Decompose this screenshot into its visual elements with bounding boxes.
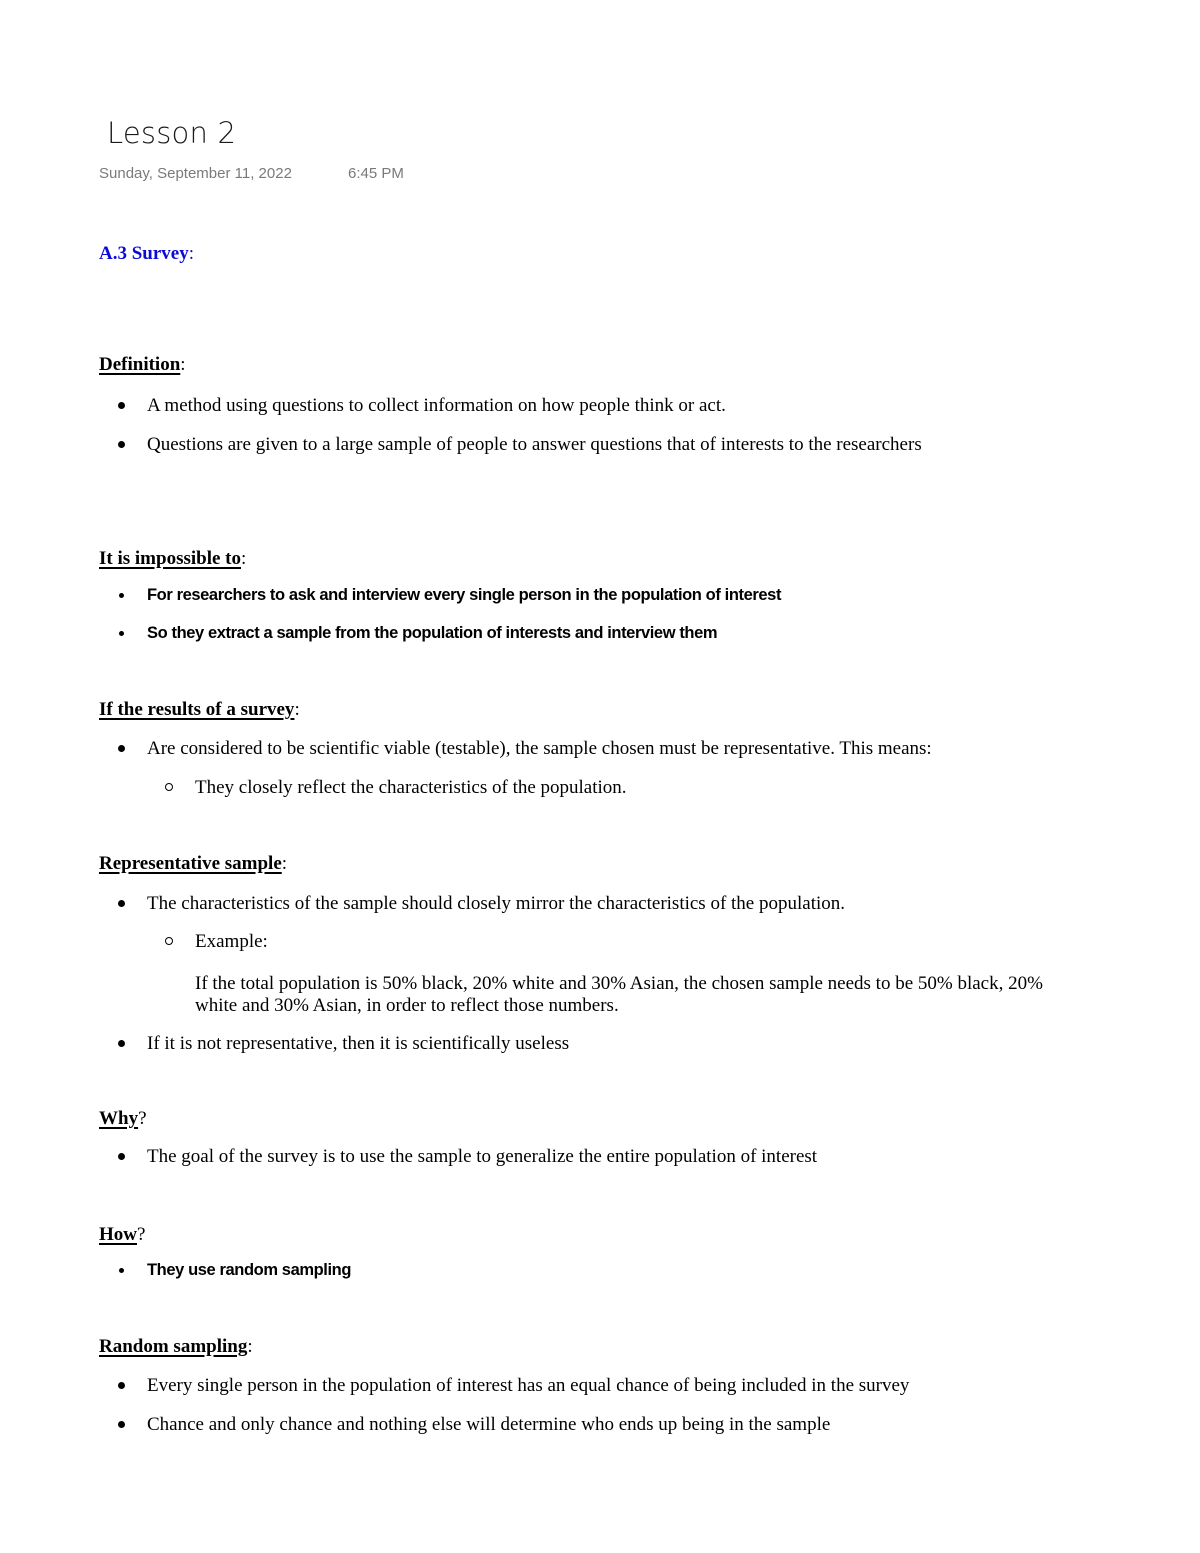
sub-bullet-icon xyxy=(165,937,173,945)
list-item: Every single person in the population of interest has an equal chance of being included in the survey xyxy=(147,1375,910,1396)
section-heading-results xyxy=(99,699,300,721)
bullet-icon xyxy=(118,900,125,907)
heading-text: Definition xyxy=(99,354,181,375)
bullet-icon xyxy=(119,631,124,636)
heading-suffix: : xyxy=(247,1336,253,1357)
bullet-icon xyxy=(118,1421,125,1428)
section-heading-survey xyxy=(99,243,194,265)
list-item: Are considered to be scientific viable (testable), the sample chosen must be representative. This means: xyxy=(147,738,932,759)
list-item: Questions are given to a large sample of people to answer questions that of interests to the researchers xyxy=(147,434,922,455)
section-heading-random-sampling xyxy=(99,1336,253,1358)
list-item: The goal of the survey is to use the sample to generalize the entire population of interest xyxy=(147,1146,818,1167)
bullet-icon xyxy=(118,1040,125,1047)
heading-suffix: : xyxy=(281,853,288,874)
heading-text: It is impossible to xyxy=(99,548,241,569)
page-meta xyxy=(99,165,404,182)
heading-text: How xyxy=(99,1224,137,1245)
heading-text: If the results of a survey xyxy=(99,699,295,720)
bullet-icon xyxy=(118,1382,125,1389)
heading-text: Representative sample xyxy=(99,853,282,874)
bullet-icon xyxy=(118,745,125,752)
example-paragraph: If the total population is 50% black, 20% white and 30% Asian, the chosen sample needs to be 50% black, 20% white and 30% Asian, in order to reflect those numbers. xyxy=(195,973,1043,1016)
section-heading-how xyxy=(99,1224,145,1246)
heading-suffix: : xyxy=(180,354,186,375)
bullet-icon xyxy=(119,593,124,598)
section-heading-representative xyxy=(99,853,287,875)
section-heading-why xyxy=(99,1108,147,1130)
heading-suffix: : xyxy=(188,243,195,264)
list-item: They use random sampling xyxy=(147,1261,352,1279)
page-time: 6:45 PM xyxy=(348,165,404,182)
section-heading-impossible xyxy=(99,548,246,570)
bullet-icon xyxy=(118,1153,125,1160)
page-title: Lesson 2 xyxy=(107,116,237,150)
sub-bullet-icon xyxy=(165,783,173,791)
sub-list-item: Example: xyxy=(195,931,268,952)
list-item: For researchers to ask and interview every single person in the population of interest xyxy=(147,586,782,604)
list-item: A method using questions to collect information on how people think or act. xyxy=(147,395,726,416)
page-date: Sunday, September 11, 2022 xyxy=(99,165,292,182)
heading-text: Why xyxy=(99,1108,139,1129)
heading-suffix: : xyxy=(294,699,300,720)
list-item: Chance and only chance and nothing else will determine who ends up being in the sample xyxy=(147,1414,831,1435)
heading-suffix: ? xyxy=(137,1224,146,1245)
list-item: If it is not representative, then it is scientifically useless xyxy=(147,1033,570,1054)
list-item: So they extract a sample from the population of interests and interview them xyxy=(147,624,718,642)
list-item: The characteristics of the sample should closely mirror the characteristics of the population. xyxy=(147,893,846,914)
heading-text: Random sampling xyxy=(99,1336,248,1357)
bullet-icon xyxy=(118,402,125,409)
heading-suffix: : xyxy=(241,548,247,569)
bullet-icon xyxy=(118,441,125,448)
heading-suffix: ? xyxy=(138,1108,147,1129)
heading-text: A.3 Survey xyxy=(99,243,189,264)
sub-list-item: They closely reflect the characteristics of the population. xyxy=(195,777,627,798)
section-heading-definition xyxy=(99,354,186,376)
bullet-icon xyxy=(119,1268,124,1273)
